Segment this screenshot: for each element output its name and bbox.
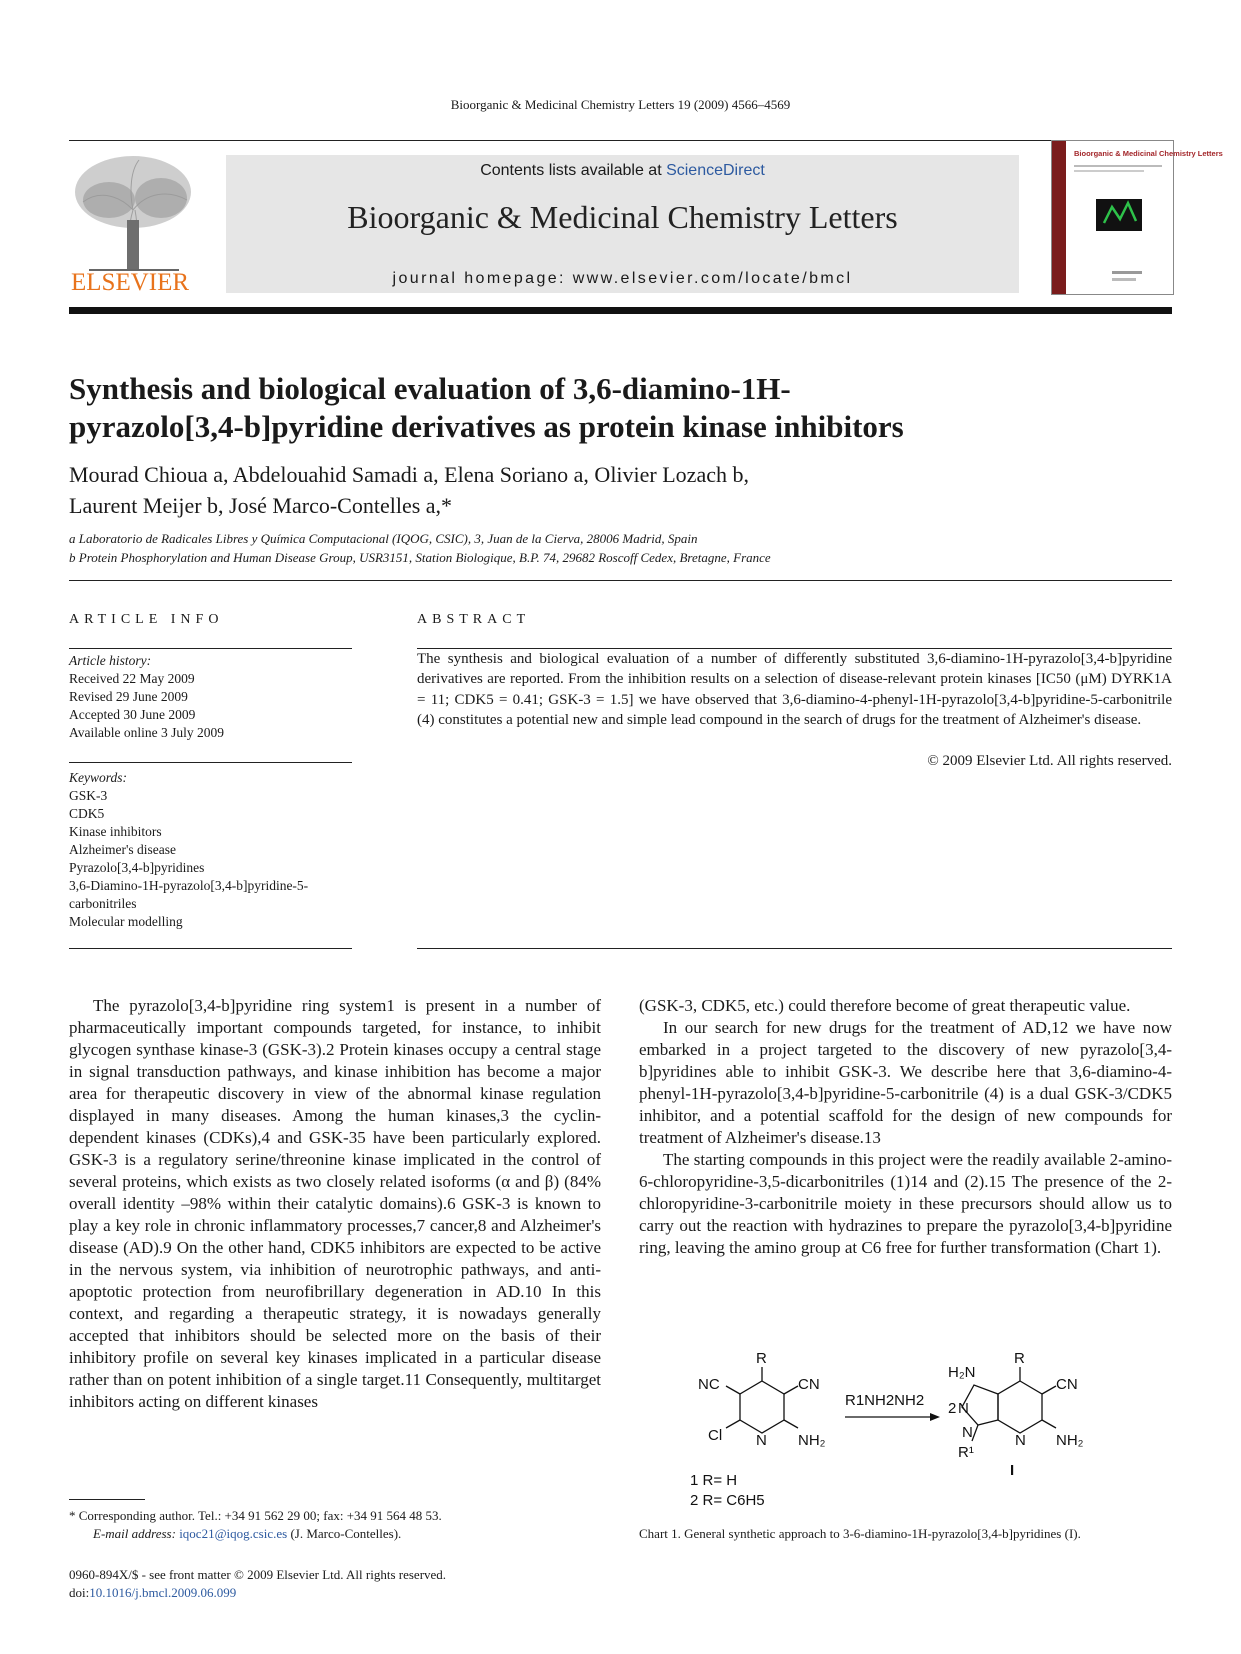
svg-text:CN: CN [1056,1376,1078,1393]
reaction-scheme-graphic [690,1345,1150,1515]
journal-banner [226,155,1019,293]
svg-text:R: R [1014,1350,1025,1367]
chart-caption: Chart 1. General synthetic approach to 3-6-diamino-1H-pyrazolo[3,4-b]pyridines (I). [639,1526,1081,1541]
svg-text:NC: NC [698,1376,720,1393]
affiliation-a: a Laboratorio de Radicales Libres y Química Computacional (IQOG, CSIC), 3, Juan de la Cierva, 28006 Madrid, Spain [69,531,698,546]
revised-date: Revised 29 June 2009 [69,689,188,704]
doi-prefix: doi: [69,1585,90,1600]
contents-prefix: Contents lists available at [480,162,667,179]
product-structure [962,1367,1056,1441]
header-top-rule [69,140,1172,141]
svg-text:Cl: Cl [708,1427,723,1444]
keyword-item: CDK5 [69,806,105,821]
doi-link[interactable]: 10.1016/j.bmcl.2009.06.099 [89,1585,237,1600]
svg-text:R¹: R¹ [958,1444,974,1461]
compound-2-label: 2 R= C6H5 [690,1492,765,1509]
svg-text:N: N [756,1432,767,1449]
keyword-item: Kinase inhibitors [69,824,162,839]
abstract-bottom-rule [417,948,1172,949]
publisher-wordmark: ELSEVIER [71,269,190,296]
corresponding-author-footnote [69,1507,609,1543]
journal-title: Bioorganic & Medicinal Chemistry Letters [347,199,898,235]
issn-line: 0960-894X/$ - see front matter © 2009 Elsevier Ltd. All rights reserved. [69,1567,447,1582]
article-info-heading: ARTICLE INFO [69,612,224,627]
svg-text:R: R [756,1350,767,1367]
cover-title: Bioorganic & Medicinal Chemistry Letters [1074,149,1223,158]
contents-line [226,162,1019,180]
reaction-scheme [690,1345,1150,1515]
svg-text:H₂N: H₂N [948,1364,976,1381]
svg-text:N: N [1015,1432,1026,1449]
email-label: E-mail address: [93,1526,180,1541]
keyword-item: GSK-3 [69,788,108,803]
abstract-text: The synthesis and biological evaluation of a number of differently substituted 3,6-diamino-1H-pyrazolo[3,4-b]pyridine derivatives are reported. From the inhibition results on a selection of disease-relevant protein kinases [IC50 (μM) DYRK1A = 11; CDK5 = 0.41; GSK-3 = 1.5] we have observed that 3,6-diamino-4-phenyl-1H-pyrazolo[3,4-b]pyridine-5-carbonitrile (4) constitutes a potential new and simple lead compound in the search of drugs for the treatment of Alzheimer's disease. [417,651,1172,728]
body-paragraph: (GSK-3, CDK5, etc.) could therefore become of great therapeutic value. [639,996,1131,1015]
title-line-1: Synthesis and biological evaluation of 3,6-diamino-1H- [69,371,791,406]
starting-pyridine-structure [726,1367,798,1433]
email-suffix: (J. Marco-Contelles). [287,1526,402,1541]
sciencedirect-link[interactable]: ScienceDirect [666,162,765,179]
body-right-column [639,995,1172,1259]
affiliation-rule [69,580,1172,581]
keyword-item: carbonitriles [69,896,137,911]
title-line-2: pyrazolo[3,4-b]pyridine derivatives as protein kinase inhibitors [69,409,904,444]
svg-text:N: N [958,1400,969,1417]
email-line [69,1525,609,1543]
compound-1-label: 1 R= H [690,1472,738,1489]
article-history-label: Article history: [69,653,152,668]
email-link[interactable]: iqoc21@iqog.csic.es [179,1526,288,1541]
running-citation: Bioorganic & Medicinal Chemistry Letters 19 (2009) 4566–4569 [450,97,791,112]
doi-line [69,1584,609,1602]
journal-homepage-link[interactable]: journal homepage: www.elsevier.com/locate/bmcl [392,270,853,287]
abstract-copyright: © 2009 Elsevier Ltd. All rights reserved. [927,753,1172,769]
keywords-rule [69,948,352,949]
elsevier-logo[interactable] [69,150,199,295]
elsevier-tree-icon [69,150,199,295]
history-rule [69,762,352,763]
online-date: Available online 3 July 2009 [69,725,224,740]
svg-text:NH₂: NH₂ [1056,1432,1084,1449]
affiliation-b: b Protein Phosphorylation and Human Disease Group, USR3151, Station Biologique, B.P. 74, 29682 Roscoff Cedex, Bretagne, France [69,550,771,565]
keyword-item: Molecular modelling [69,914,183,929]
keywords [69,769,352,931]
authors-line-2[interactable]: Laurent Meijer b, José Marco-Contelles a,* [69,493,453,518]
abstract-heading: ABSTRACT [417,612,531,627]
footnote-rule [69,1499,145,1500]
header-bottom-rule [69,307,1172,314]
svg-text:N: N [962,1424,973,1441]
keywords-label: Keywords: [69,770,127,785]
keyword-item: Alzheimer's disease [69,842,177,857]
svg-text:CN: CN [798,1376,820,1393]
article-title [69,370,1169,446]
body-paragraph: In our search for new drugs for the treatment of AD,12 we have now embarked in a project targeted to the discovery of new pyrazolo[3,4-b]pyridines able to inhibit GSK-3. We describe here that 3,6-diamino-4-phenyl-1H-pyrazolo[3,4-b]pyridine-5-carbonitrile (4) is a dual GSK-3/CDK5 inhibitor, and a potential scaffold for the design of new compounds for treatment of Alzheimer's disease.13 [639,1018,1172,1147]
journal-cover-thumbnail[interactable] [1051,140,1223,295]
corresponding-author: * Corresponding author. Tel.: +34 91 562 29 00; fax: +34 91 564 48 53. [69,1508,442,1523]
svg-text:NH₂: NH₂ [798,1432,826,1449]
article-info-rule [69,648,352,649]
reagent-label: R1NH2NH2 [845,1392,925,1409]
authors-line-1[interactable]: Mourad Chioua a, Abdelouahid Samadi a, Elena Soriano a, Olivier Lozach b, [69,462,749,487]
product-label: I [1010,1462,1015,1479]
body-paragraph: The pyrazolo[3,4-b]pyridine ring system1 is present in a number of pharmaceutically important compounds targeted, for instance, to inhibit glycogen synthase kinase-3 (GSK-3).2 Protein kinases occupy a central stage in signal transduction pathways, and kinase inhibition has become a major area for therapeutic discovery in view of the abnormal kinase regulation displayed in many diseases. Among the human kinases,3 the cyclin-dependent kinases (CDKs),4 and GSK-35 have been particularly explored. GSK-3 is a regulatory serine/threonine kinase implicated in the control of several proteins, which exists as two closely related isoforms (α and β) (84% overall identity –98% within their catalytic domains).6 GSK-3 is known to play a key role in chronic inflammatory processes,7 cancer,8 and Alzheimer's disease (AD).9 On the other hand, CDK5 inhibitors are expected to be active in the nervous system, via inhibition of neurotrophic pathways, and anti-apoptotic protection from neurofibrillary degeneration in AD.10 In this context, and regarding a therapeutic strategy, it is nowadays generally accepted that inhibitors should be selected more on the basis of their inhibitory profile on several key kinases implicated in a particular disease rather than on potent inhibition of a single target.11 Consequently, multitarget inhibitors acting on different kinases [69,996,601,1411]
issn-block [69,1566,609,1602]
body-paragraph: The starting compounds in this project were the readily available 2-amino-6-chloropyridine-3,5-dicarbonitriles (1)14 and (2).15 The presence of the 2-chloropyridine-3-carbonitrile moiety in these precursors should allow us to carry out the reaction with hydrazines to prepare the pyrazolo[3,4-b]pyridine ring, leaving the amino group at C6 free for further transformation (Chart 1). [639,1150,1172,1257]
keyword-item: Pyrazolo[3,4-b]pyridines [69,860,205,875]
accepted-date: Accepted 30 June 2009 [69,707,196,722]
keyword-item: 3,6-Diamino-1H-pyrazolo[3,4-b]pyridine-5- [69,878,309,893]
received-date: Received 22 May 2009 [69,671,195,686]
svg-text:2: 2 [948,1400,957,1417]
article-history [69,652,352,742]
author-list [69,459,1169,521]
body-left-column [69,995,601,1413]
